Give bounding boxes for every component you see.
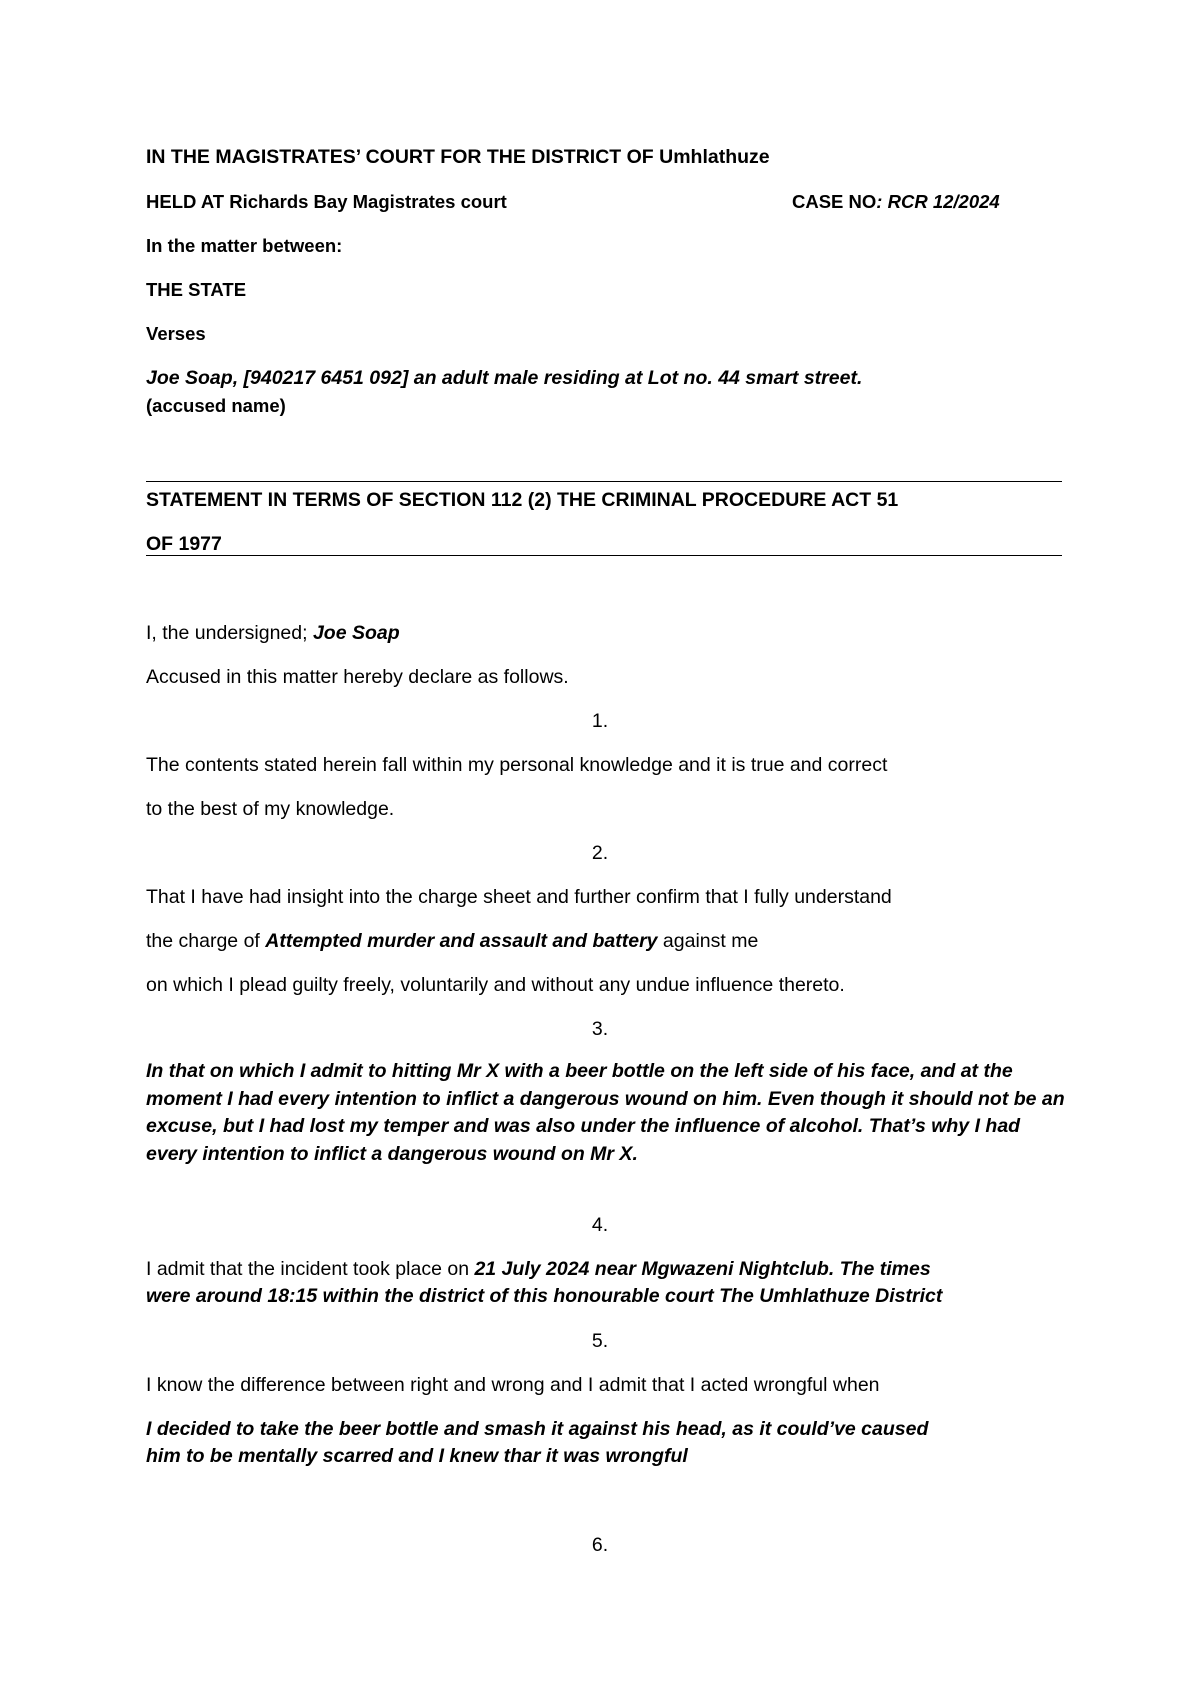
paragraph-2-line2 xyxy=(146,930,758,953)
paragraph-number-3: 3. xyxy=(591,1018,609,1040)
paragraph-1-line2: to the best of my knowledge. xyxy=(146,798,395,820)
paragraph-number-4: 4. xyxy=(591,1214,609,1236)
undersigned-line xyxy=(146,622,400,645)
paragraph-5-line3: him to be mentally scarred and I knew thar it was wrongful xyxy=(146,1445,688,1467)
declare-line: Accused in this matter hereby declare as follows. xyxy=(146,666,569,688)
paragraph-2-line1: That I have had insight into the charge sheet and further confirm that I fully understand xyxy=(146,886,892,908)
title-rule-top xyxy=(146,481,1062,482)
paragraph-3-text: In that on which I admit to hitting Mr X with a beer bottle on the left side of his face, and at the moment I had every intention to inflict a dangerous wound on him. Even though it should not be an excuse, but I had lost my temper and was also under the influence of alcohol. That’s why I had every intention to inflict a dangerous wound on Mr X. xyxy=(146,1060,1065,1165)
charge-suffix: against me xyxy=(657,930,759,952)
accused-details: Joe Soap, [940217 6451 092] an adult male residing at Lot no. 44 smart street. xyxy=(146,367,863,389)
incident-date-place: 21 July 2024 near Mgwazeni Nightclub. The times xyxy=(474,1258,931,1280)
paragraph-number-2: 2. xyxy=(591,842,609,864)
statement-title-line1: STATEMENT IN TERMS OF SECTION 112 (2) THE CRIMINAL PROCEDURE ACT 51 xyxy=(146,489,899,511)
title-rule-bottom xyxy=(146,555,1062,556)
paragraph-5-line2: I decided to take the beer bottle and smash it against his head, as it could’ve caused xyxy=(146,1418,929,1440)
versus-label: Verses xyxy=(146,323,206,344)
case-number-label: CASE NO xyxy=(792,191,877,212)
paragraph-2-line3: on which I plead guilty freely, voluntarily and without any undue influence thereto. xyxy=(146,974,845,996)
paragraph-1-line1: The contents stated herein fall within my personal knowledge and it is true and correct xyxy=(146,754,888,776)
paragraph-4-line1 xyxy=(146,1258,931,1281)
plaintiff-name: THE STATE xyxy=(146,279,247,300)
case-number-value: : RCR 12/2024 xyxy=(876,191,1000,212)
in-the-matter: In the matter between: xyxy=(146,235,343,256)
paragraph-number-5: 5. xyxy=(591,1330,609,1352)
undersigned-name: Joe Soap xyxy=(312,622,400,644)
incident-prefix: I admit that the incident took place on xyxy=(146,1258,475,1280)
case-number-line xyxy=(792,191,1000,213)
statement-title-line2: OF 1977 xyxy=(146,533,222,555)
paragraph-number-6: 6. xyxy=(591,1534,609,1556)
held-at: HELD AT Richards Bay Magistrates court xyxy=(146,191,507,212)
paragraph-5-line1: I know the difference between right and wrong and I admit that I acted wrongful when xyxy=(146,1374,880,1396)
undersigned-prefix: I, the undersigned; xyxy=(146,622,313,644)
accused-note: (accused name) xyxy=(146,395,286,416)
paragraph-4-line2: were around 18:15 within the district of this honourable court The Umhlathuze District xyxy=(146,1285,943,1307)
charge-name: Attempted murder and assault and battery xyxy=(265,930,658,952)
charge-prefix: the charge of xyxy=(146,930,266,952)
court-heading: IN THE MAGISTRATES’ COURT FOR THE DISTRICT OF Umhlathuze xyxy=(146,146,770,168)
paragraph-number-1: 1. xyxy=(591,710,609,732)
